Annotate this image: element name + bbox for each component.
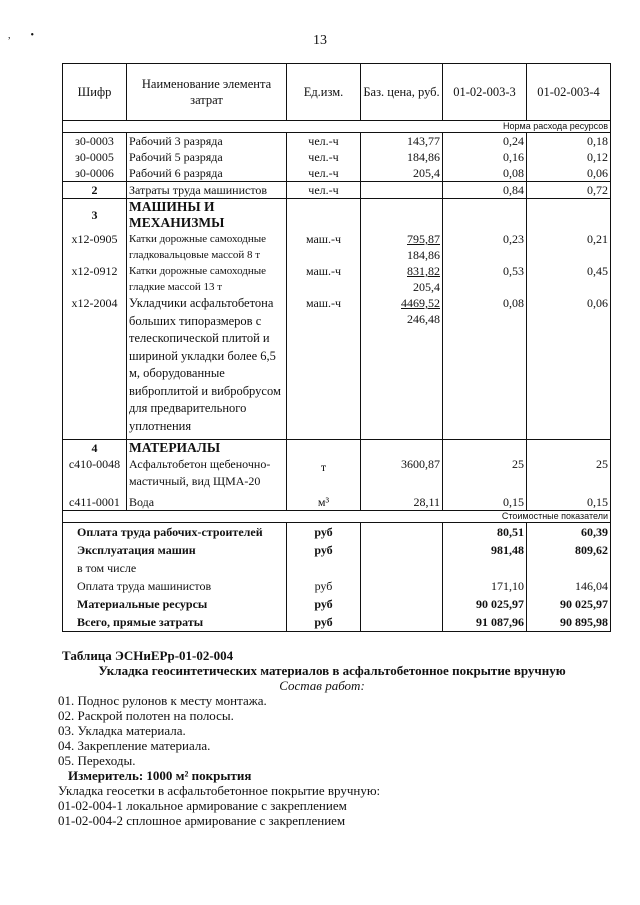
step-item: 05. Переходы. (58, 753, 136, 768)
table-row: х12-2004 Укладчики асфальтобетона больших типоразмеров с телескопической плитой и шириной укладки более 6,5 м, оборудованные виброплитой и вибробрусом для предварительного уплотнения маш.-ч 4469,52 246,48 0,08 0,06 (63, 295, 611, 440)
cost-row: Оплата труда рабочих-строителей руб 80,51 60,39 (63, 523, 611, 542)
cost-row: в том числе (63, 559, 611, 577)
table-title: Таблица ЭСНиЕРр-01-02-004 (62, 648, 234, 663)
footer-line: 01-02-004-1 локальное армирование с закреплением (58, 798, 347, 813)
table-row: с411-0001 Вода м³ 28,11 0,15 0,15 (63, 490, 611, 511)
page-number: 13 (313, 33, 327, 48)
header-row (63, 64, 611, 121)
table-row: з0-0006 Рабочий 6 разряда чел.-ч 205,4 0,08 0,06 (63, 165, 611, 182)
scan-marks: , • (8, 30, 35, 41)
section-row: 2 Затраты труда машинистов чел.-ч 0,84 0,72 (63, 182, 611, 199)
footer-block (58, 648, 622, 828)
step-item: 03. Укладка материала. (58, 723, 186, 738)
table-row: с410-0048 Асфальтобетон щебеночно-мастичный, вид ЩМА-20 т 3600,87 25 25 (63, 456, 611, 490)
step-item: 01. Поднос рулонов к месту монтажа. (58, 693, 267, 708)
section-row: 3 МАШИНЫ И МЕХАНИЗМЫ (63, 199, 611, 232)
section-row: 4 МАТЕРИАЛЫ (63, 440, 611, 457)
header-code: Шифр (63, 64, 127, 121)
header-col2: 01-02-003-4 (527, 64, 611, 121)
footer-line: Укладка геосетки в асфальтобетонное покрытие вручную: (58, 783, 381, 798)
table-row: х12-0912 Катки дорожные самоходные гладкие массой 13 т маш.-ч 831,82 205,4 0,53 0,45 (63, 263, 611, 295)
step-item: 04. Закрепление материала. (58, 738, 211, 753)
footer-line: 01-02-004-2 сплошное армирование с закреплением (58, 813, 346, 828)
cost-row: Эксплуатация машин руб 981,48 809,62 (63, 541, 611, 559)
subheader-cost: Стоимостные показатели (63, 511, 611, 523)
header-price: Баз. цена, руб. (361, 64, 443, 121)
table-row: з0-0003 Рабочий 3 разряда чел.-ч 143,77 0,24 0,18 (63, 133, 611, 150)
measure-unit: Измеритель: 1000 м² покрытия (68, 768, 252, 783)
subheader-norm: Норма расхода ресурсов (63, 121, 611, 133)
header-unit: Ед.изм. (287, 64, 361, 121)
step-item: 02. Раскрой полотен на полосы. (58, 708, 234, 723)
cost-row: Материальные ресурсы руб 90 025,97 90 025,97 (63, 595, 611, 613)
header-col1: 01-02-003-3 (443, 64, 527, 121)
resource-table-wrap (62, 63, 610, 632)
table-row: з0-0005 Рабочий 5 разряда чел.-ч 184,86 0,16 0,12 (63, 149, 611, 165)
header-name: Наименование элемента затрат (127, 64, 287, 121)
composition-heading: Состав работ: (279, 678, 365, 693)
cost-row: Оплата труда машинистов руб 171,10 146,04 (63, 577, 611, 595)
cost-row: Всего, прямые затраты руб 91 087,96 90 895,98 (63, 613, 611, 632)
resource-table (62, 63, 611, 632)
table-subtitle: Укладка геосинтетических материалов в асфальтобетонное покрытие вручную (98, 663, 566, 678)
table-row: х12-0905 Катки дорожные самоходные гладковальцовые массой 8 т маш.-ч 795,87 184,86 0,23 0,21 (63, 231, 611, 263)
